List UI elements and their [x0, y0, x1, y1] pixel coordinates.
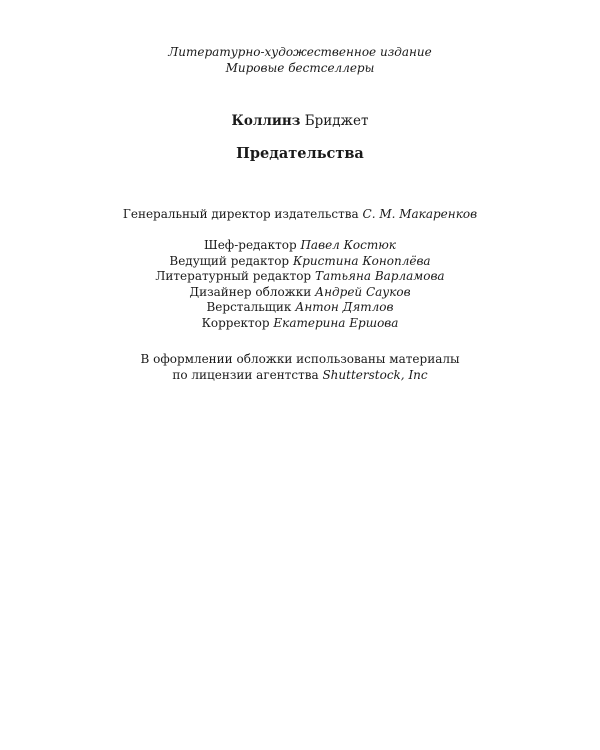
credit-name: Кристина Коноплёва	[292, 253, 431, 268]
series-info	[0, 44, 600, 76]
credit-line	[0, 254, 600, 270]
director-role: Генеральный директор издательства	[122, 207, 359, 221]
credits-list	[0, 238, 600, 332]
edition-type: Литературно-художественное издание	[168, 45, 432, 59]
book-title: Предательства	[236, 145, 364, 162]
credit-line	[0, 300, 600, 316]
credit-name: Татьяна Варламова	[314, 269, 445, 284]
author-surname: Коллинз	[231, 113, 301, 129]
credit-line	[0, 316, 600, 332]
cover-license-note	[0, 352, 600, 383]
series-name: Мировые бестселлеры	[225, 61, 375, 75]
credit-name: Екатерина Ершова	[273, 315, 399, 330]
credit-role: Шеф-редактор	[204, 238, 297, 252]
director-line	[0, 206, 600, 222]
author-given-name: Бриджет	[304, 113, 369, 129]
credit-name: Антон Дятлов	[295, 300, 394, 315]
credit-role: Литературный редактор	[155, 269, 312, 284]
author-line	[0, 112, 600, 130]
credit-line	[0, 285, 600, 301]
director-name: С. М. Макаренков	[362, 207, 478, 221]
credit-name: Павел Костюк	[300, 238, 396, 252]
credit-role: Ведущий редактор	[169, 253, 290, 268]
credit-role: Дизайнер обложки	[189, 284, 312, 299]
cover-note-line1: В оформлении обложки использованы материалы	[140, 352, 460, 366]
credit-name: Андрей Сауков	[315, 284, 411, 299]
credit-line	[0, 238, 600, 254]
credit-line	[0, 269, 600, 285]
credit-role: Верстальщик	[206, 300, 292, 315]
agency-name: Shutterstock, Inc	[322, 367, 428, 382]
cover-note-prefix: по лицензии агентства	[172, 367, 319, 382]
cover-note-line2	[0, 368, 600, 384]
credit-role: Корректор	[201, 315, 270, 330]
